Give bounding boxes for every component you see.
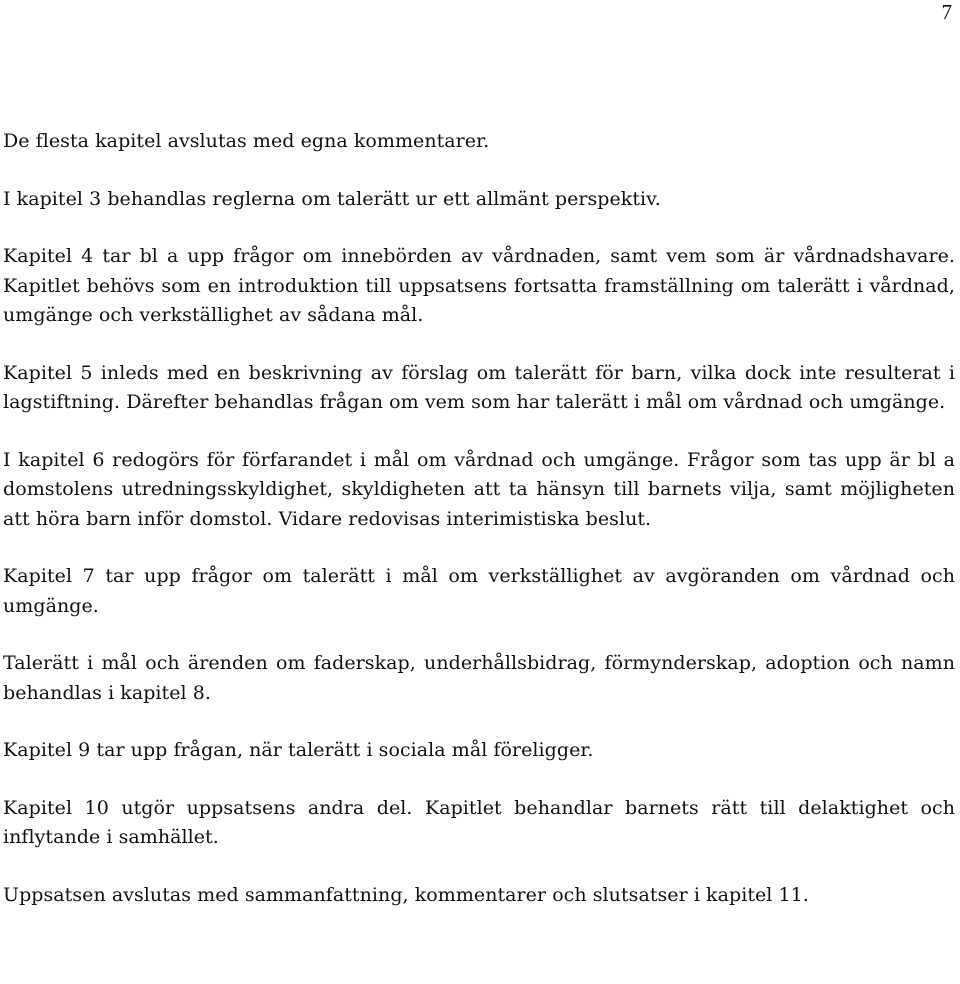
page-number: 7 [941,0,952,24]
paragraph-7: Talerätt i mål och ärenden om faderskap, underhållsbidrag, förmynderskap, adoption och namn behandlas i kapitel 8. [3,652,955,704]
paragraph-8: Kapitel 9 tar upp frågan, när talerätt i sociala mål föreligger. [3,739,594,761]
paragraph-6: Kapitel 7 tar upp frågor om talerätt i mål om verkställighet av avgöranden om vårdnad och umgänge. [3,565,955,617]
paragraph-2: I kapitel 3 behandlas reglerna om talerätt ur ett allmänt perspektiv. [3,187,661,210]
paragraph-5: I kapitel 6 redogörs för förfarandet i mål om vårdnad och umgänge. Frågor som tas upp är bl a domstolens utredningsskyldighet, skyldigheten att ta hänsyn till barnets vilja, samt möjligheten att höra barn inför domstol. Vidare redovisas interimistiska beslut. [3,448,955,530]
paragraph-4: Kapitel 5 inleds med en beskrivning av förslag om talerätt för barn, vilka dock inte resulterat i lagstiftning. Därefter behandlas frågan om vem som har talerätt i mål om vårdnad och umgänge. [3,361,955,413]
document-body [3,127,955,938]
paragraph-10: Uppsatsen avslutas med sammanfattning, kommentarer och slutsatser i kapitel 11. [3,883,809,906]
paragraph-1: De flesta kapitel avslutas med egna kommentarer. [3,130,490,152]
paragraph-9: Kapitel 10 utgör uppsatsens andra del. Kapitlet behandlar barnets rätt till delaktighet och inflytande i samhället. [3,796,955,848]
paragraph-3: Kapitel 4 tar bl a upp frågor om innebörden av vårdnaden, samt vem som är vårdnadshavare. Kapitlet behövs som en introduktion till uppsatsens fortsatta framställning om talerätt i vårdnad, umgänge och verkställighet av sådana mål. [3,245,955,326]
